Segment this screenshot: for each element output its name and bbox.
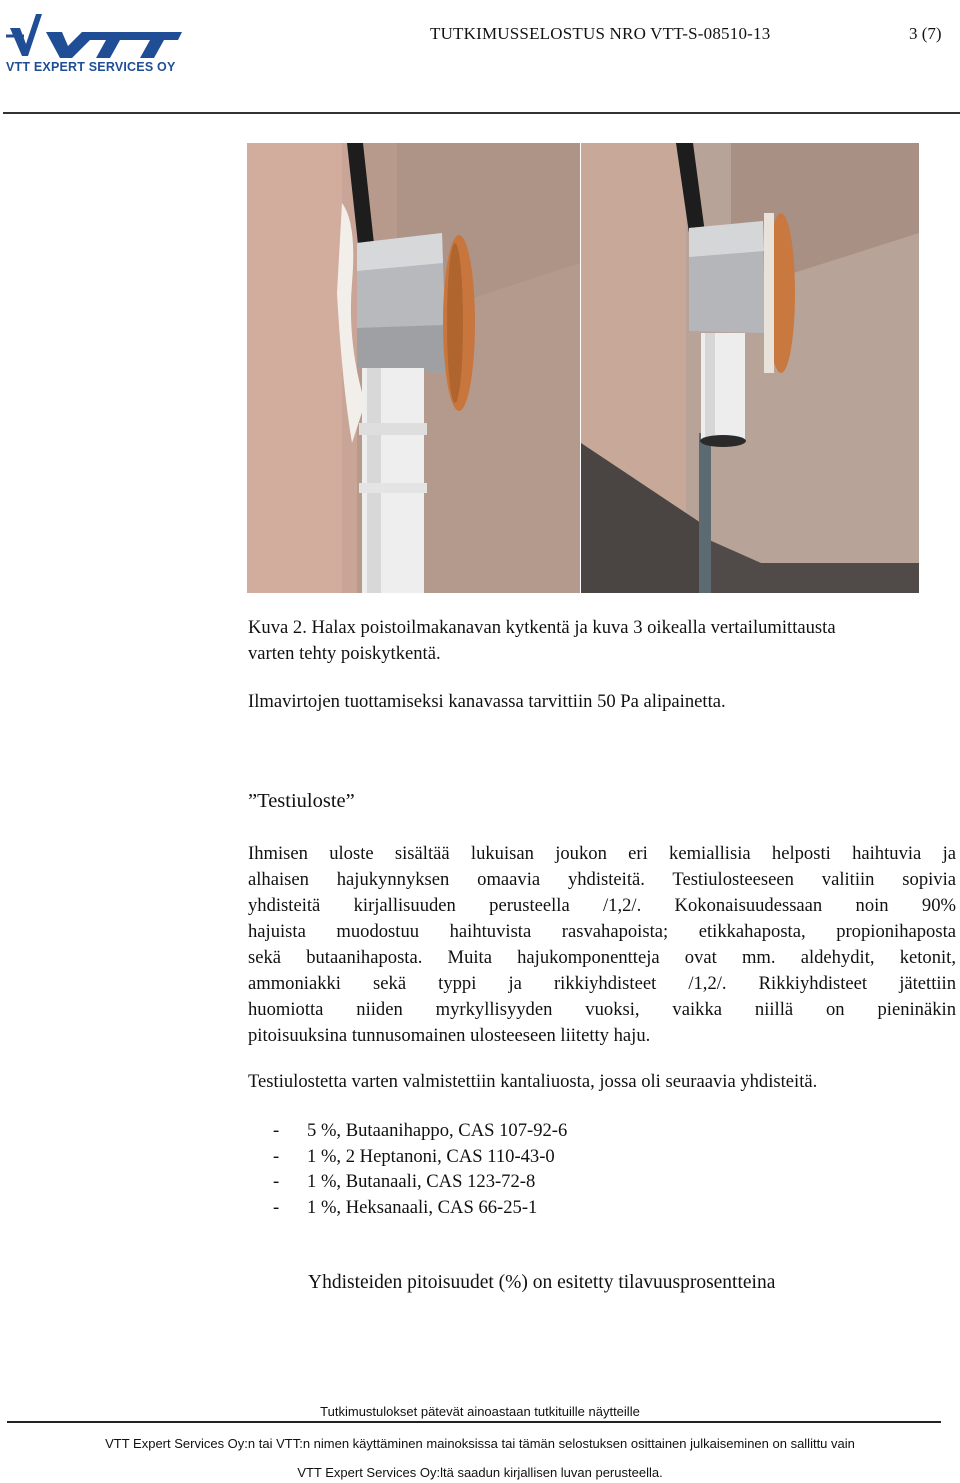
text-line: Ihmisen uloste sisältää lukuisan joukon eri kemiallisia helposti haihtuvia ja [248, 843, 956, 864]
list-item [273, 1169, 567, 1195]
list-dash: - [273, 1171, 280, 1192]
report-number: TUTKIMUSSELOSTUS NRO VTT-S-08510-13 [430, 24, 771, 43]
photo-reference-disconnection [581, 143, 919, 593]
paragraph-test-feces [248, 841, 956, 1049]
list-dash: - [273, 1145, 280, 1167]
list-item [273, 1195, 567, 1221]
compound-list [273, 1118, 567, 1220]
list-item [273, 1144, 567, 1170]
text-line: alhaisen hajukynnyksen omaavia yhdisteitä. Testiulosteeseen valitiin sopivia [248, 869, 956, 890]
text-line: ammoniakki sekä typpi ja rikkiyhdisteet /1,2/. Rikkiyhdisteet jätettiin [248, 973, 956, 994]
text-line: sekä butaanihaposta. Muita hajukomponentteja ovat mm. aldehydit, ketonit, [248, 947, 956, 968]
text-line: huomiotta niiden myrkyllisyyden vuoksi, vaikka niillä on pieninäkin [248, 999, 956, 1020]
caption-line: Kuva 2. Halax poistoilmakanavan kytkentä ja kuva 3 oikealla vertailumittausta [248, 617, 836, 638]
paragraph-airflow: Ilmavirtojen tuottamiseksi kanavassa tarvittiin 50 Pa alipainetta. [248, 691, 726, 712]
list-item-text: 1 %, Heksanaali, CAS 66-25-1 [307, 1196, 538, 1218]
footer-validity-note: Tutkimustulokset pätevät ainoastaan tutkituille näytteille [320, 1404, 640, 1419]
caption-line: varten tehty poiskytkentä. [248, 643, 441, 664]
photo-halax-connection [247, 143, 580, 593]
header-divider [3, 112, 960, 114]
section-heading: ”Testiuloste” [248, 790, 355, 812]
list-dash: - [273, 1196, 280, 1218]
paragraph-stock-solution: Testiulostetta varten valmistettiin kantaliuosta, jossa oli seuraavia yhdisteitä. [248, 1071, 818, 1092]
footer-legal-line-2: VTT Expert Services Oy:ltä saadun kirjallisen luvan perusteella. [297, 1465, 663, 1480]
figure-caption [248, 615, 958, 667]
text-line: yhdisteitä kirjallisuuden perusteella /1,2/. Kokonaisuudessaan noin 90% [248, 895, 956, 916]
list-item-text: 1 %, 2 Heptanoni, CAS 110-43-0 [307, 1145, 555, 1167]
logo-subtitle: VTT EXPERT SERVICES OY [6, 60, 176, 74]
list-dash: - [273, 1120, 280, 1141]
list-item [273, 1118, 567, 1144]
page-number: 3 (7) [909, 24, 942, 43]
text-line: pitoisuuksina tunnusomainen ulosteeseen liitetty haju. [248, 1025, 651, 1046]
concentration-note: Yhdisteiden pitoisuudet (%) on esitetty tilavuusprosentteina [308, 1272, 776, 1293]
list-item-text: 1 %, Butanaali, CAS 123-72-8 [307, 1171, 536, 1192]
list-item-text: 5 %, Butaanihappo, CAS 107-92-6 [307, 1120, 568, 1141]
footer-legal-line-1: VTT Expert Services Oy:n tai VTT:n nimen käyttäminen mainoksissa tai tämän selostuksen osittainen julkaiseminen on sallittu vain [105, 1436, 855, 1451]
text-line: hajuista muodostuu haihtuvista rasvahapoista; etikkahaposta, propionihaposta [248, 921, 956, 942]
footer-divider [7, 1421, 941, 1423]
